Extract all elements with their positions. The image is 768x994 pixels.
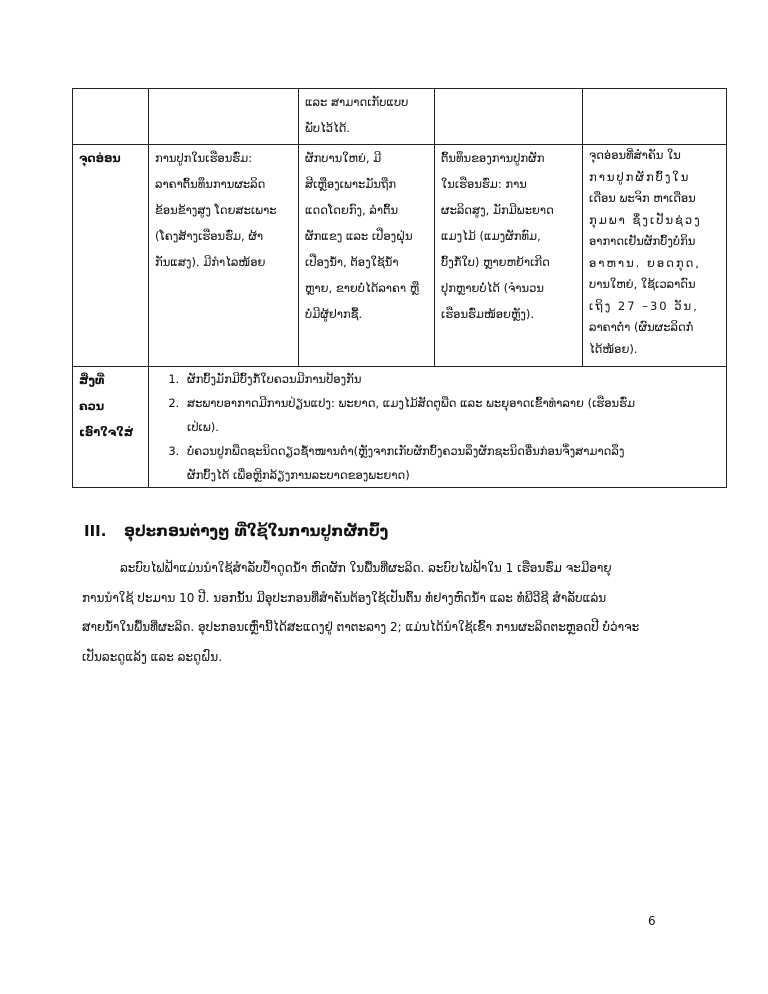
cell-text: ຈຸດອ່ອນທີ່ສຳຄັນ ໃນ: [589, 148, 681, 162]
cell-text: ອາກາດເຢັນຜັກບົ້ງບໍ່ກິນ: [589, 234, 696, 248]
table-cell: [73, 89, 149, 145]
cell-text: ແມງໄມ້ (ແມງຜັກທົມ,: [441, 229, 541, 243]
cell-text: ພັບໄວ້ໄດ້.: [305, 121, 351, 135]
section-number: III.: [84, 522, 107, 540]
paragraph-line: ເປັນລະດູແລ້ງ ແລະ ລະດູຝົນ.: [82, 649, 223, 664]
list-item: [183, 367, 720, 391]
paragraph-line: ການນຳໃຊ້ ປະມານ 10 ປີ. ນອກນັ້ນ ມີອຸປະກອນທີ່ສຳຄັນຕ້ອງໃຊ້ເປັນຕົ້ນ ທໍ່ຢາງຫົດນ້ຳ ແລະ ທໍ່ພີວີຊີ ສຳລັບແລ່ນ: [82, 590, 607, 605]
row-label-weakness: ຈຸດອ່ອນ: [79, 151, 121, 165]
list-item-text: 1. ຜັກບົ້ງມັກມີບົ້ງກໍ້ໃບຄວນມີການປ້ອງກັນ: [187, 372, 362, 386]
cell-text: ການປູກຜັກບົ້ງໃນ: [589, 169, 691, 184]
section-title: ອຸປະກອນຕ່າງໆ ທີ່ໃຊ້ໃນການປູກຜັກບົ້ງ: [124, 522, 389, 540]
cell-text: ສີເຫຼືອງເພາະມັນຖືກ: [305, 177, 397, 191]
list-item-text: ເປ່ເພ).: [187, 420, 219, 434]
comparison-table: [72, 88, 727, 488]
table-cell: [299, 89, 435, 145]
table-cell: [149, 145, 299, 367]
cell-text: ແດດໂດຍກົງ, ລຳຕົ້ນ: [305, 203, 399, 217]
list-item-text: 3. ບໍ່ຄວນປູກພືດຊະນິດດຽວຊ້ຳໜານຕ່ຳ(ຫຼັງຈາກເກັບຜັກບົ້ງຄວນລຶງຜັກຊະນິດອື່ນກ່ອນຈຶ່ງສາມາດລຶງ: [187, 444, 625, 458]
table-cell-label: [73, 145, 149, 367]
table-cell: [583, 145, 727, 367]
notes-list: [155, 367, 720, 487]
cell-text: ຜັກແຂງ ແລະ ເປືອງຝຸ່ນ: [305, 229, 413, 243]
body-paragraph: [82, 554, 726, 672]
cell-text: ຜະລິດສູງ, ມັກມີພະຍາດ: [441, 203, 554, 217]
page-number: 6: [648, 914, 656, 928]
row-label-notes: ເອົາໃຈໃສ່: [79, 425, 134, 439]
table-cell: [149, 89, 299, 145]
list-item: [183, 391, 720, 439]
cell-text: ບໍ່ມີຜູ້ຢາກຊື້.: [305, 307, 363, 321]
list-item-text: ຜັກບົ້ງໄດ້ ເພື່ອຫຼີກລ້ຽງການລະບາດຂອງພະຍາດ): [187, 468, 410, 482]
list-item: [183, 439, 720, 487]
table-row-notes: [73, 367, 727, 488]
cell-text: ໃນເຮືອນຮົ່ມ: ການ: [441, 177, 527, 191]
table-cell: [435, 89, 583, 145]
cell-text: ບານໃຫຍ່, ໃຊ້ເວລາດົນ: [589, 277, 696, 291]
table-row-weakness: [73, 145, 727, 367]
table-cell-label: [73, 367, 149, 488]
row-label-notes: ຄວນ: [79, 399, 105, 413]
table-cell: [435, 145, 583, 367]
section-heading: [84, 522, 388, 540]
cell-text: ຫຼາຍ, ຂາຍບໍ່ໄດ້ລາຄາ ຫຼື: [305, 281, 420, 295]
cell-text: ການປູກໃນເຮືອນຮົ່ມ:: [155, 151, 253, 165]
notes-cell: [149, 367, 727, 488]
cell-text: ເປືອງນ້ຳ, ຕ້ອງໃຊ້ນ້ຳ: [305, 255, 399, 269]
table-row-continuation: [73, 89, 727, 145]
cell-text: ບົ້ງກໍ້ໃບ) ຫຼາຍຫຍ້າເກີດ: [441, 255, 550, 269]
paragraph-line: ສາຍນ້ຳໃນພື້ນທີ່ຜະລິດ. ອຸປະກອນເຫຼົ່ານີ້ໄດ້ສະແດງຢູ່ ຕາຕະລາງ 2; ແມ່ນໄດ້ນຳໃຊ້ເຂົ້າ ການຜະລິດຕະຫຼອດປີ ບໍ່ວ່າຈະ: [82, 620, 640, 634]
cell-text: ເຖິງ 27 –30 ວັນ,: [589, 298, 699, 313]
cell-text: ອາຫານ. ຍອດກຸດ,: [589, 255, 701, 270]
cell-text: ຕົ້ນທຶນຂອງການປູກຜັກ: [441, 151, 545, 165]
cell-text: ແລະ ສາມາດເກັບແບບ: [305, 95, 409, 109]
cell-text: ໄດ້ໜ້ອຍ).: [589, 341, 638, 356]
cell-text: ກັນແສງ). ມີກຳໄລໜ້ອຍ: [155, 255, 266, 269]
cell-text: ເຮືອນຮົ່ມໜ້ອຍຫຼັງ).: [441, 307, 535, 321]
cell-text: ກຸມພາ ຊຶ່ງເປັນຊ່ວງ: [589, 212, 702, 227]
cell-text: ລາຄາຕົ້ນທຶນການຜະລິດ: [155, 177, 266, 191]
cell-text: ລາຄາຕ່ຳ (ຜົນຜະລິດກໍ່: [589, 320, 694, 334]
cell-text: ເດືອນ ພະຈິກ ຫາເດືອນ: [589, 191, 696, 205]
cell-text: ຜັກບານໃຫຍ່, ມີ: [305, 151, 382, 165]
table-cell: [299, 145, 435, 367]
table-cell: [583, 89, 727, 145]
cell-text: ຂ້ອນຂ້າງສູງ ໂດຍສະເພາະ: [155, 203, 277, 217]
row-label-notes: ສິ່ງທີ່: [79, 373, 105, 387]
list-item-text: 2. ສະພາບອາກາດມີການປ່ຽນແປງ: ພະຍາດ, ແມງໄມ້ສັດຕູພືດ ແລະ ພະຍຸອາດເຂົ້າທຳລາຍ (ເຮືອນຮົ່ມ: [187, 396, 636, 410]
paragraph-line: ລະບົບໄຟຟ້າແມ່ນນຳໃຊ້ສຳລັບປ້ຳດູດນ້ຳ ຫົດຜັກ ໃນພື້ນທີ່ຜະລິດ. ລະບົບໄຟຟ້າໃນ 1 ເຮືອນຮົ່ມ ຈະມີອາຍຸ: [120, 561, 612, 575]
cell-text: ປຸກຫຼາຍບໍ່ໄດ້ (ຈຳນວນ: [441, 281, 544, 295]
cell-text: (ໂຄງສ້າງເຮືອນຮົ່ມ, ຜ້າ: [155, 229, 264, 243]
